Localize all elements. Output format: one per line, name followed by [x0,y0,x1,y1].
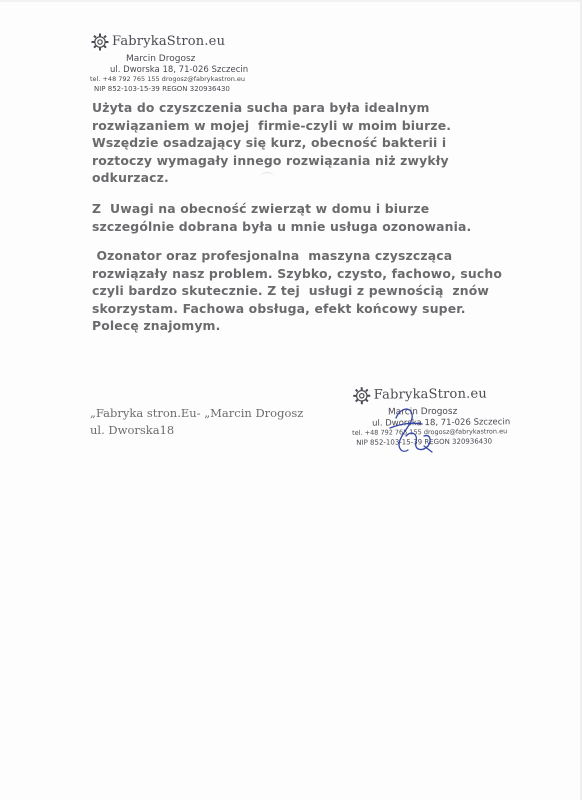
footer-company-line: „Fabryka stron.Eu- „Marcin Drogosz [90,406,304,420]
stamp-brand-name: FabrykaStron.eu [112,34,226,49]
stamp-brand-name: FabrykaStron.eu [373,386,487,403]
paragraph-recommendation: Ozonator oraz profesjonalna maszyna czyszcząca rozwiązały nasz problem. Szybko, czysto, fachowo, sucho czyli bardzo skutecznie. Z tej usługi z pewnością znów skorzystam. Fachowa obsługa, efekt końcowy super. Polecę znajomym. [92,248,503,334]
stamp-brand-row [90,34,260,54]
stamp-contact: tel. +48 792 765 155 drogosz@fabrykastron.eu [90,75,246,83]
footer-address-block [90,405,303,439]
scan-smudge [260,172,274,181]
stamp-owner-name: Marcin Drogosz [126,54,196,64]
scan-top-edge [0,0,582,2]
stamp-tax-ids: NIP 852-103-15-39 REGON 320936430 [94,85,230,93]
paragraph-ozonation: Z Uwagi na obecność zwierząt w domu i biurze szczególnie dobrana była u mnie usługa ozonowania. [92,201,472,234]
gear-logo-icon [90,32,110,52]
handwritten-signature [366,400,516,475]
paragraph-dry-steam: Użyta do czyszczenia sucha para była idealnym rozwiązaniem w mojej firmie-czyli w moim biurze. Wszędzie osadzający się kurz, obecność bakterii i roztoczy wymagały innego rozwiązania niż zwykły odkurzacz. [92,100,452,186]
stamp-address: ul. Dworska 18, 71-026 Szczecin [372,417,511,429]
company-stamp-top [90,34,260,94]
footer-street-line: ul. Dworska18 [90,423,175,437]
stamp-owner-name: Marcin Drogosz [387,406,458,418]
stamp-contact: tel. +48 792 765 155 drogosz@fabrykastron.eu [352,427,508,437]
stamp-address: ul. Dworska 18, 71-026 Szczecin [110,65,249,75]
stamp-tax-ids: NIP 852-103-15-39 REGON 320936430 [356,437,493,447]
